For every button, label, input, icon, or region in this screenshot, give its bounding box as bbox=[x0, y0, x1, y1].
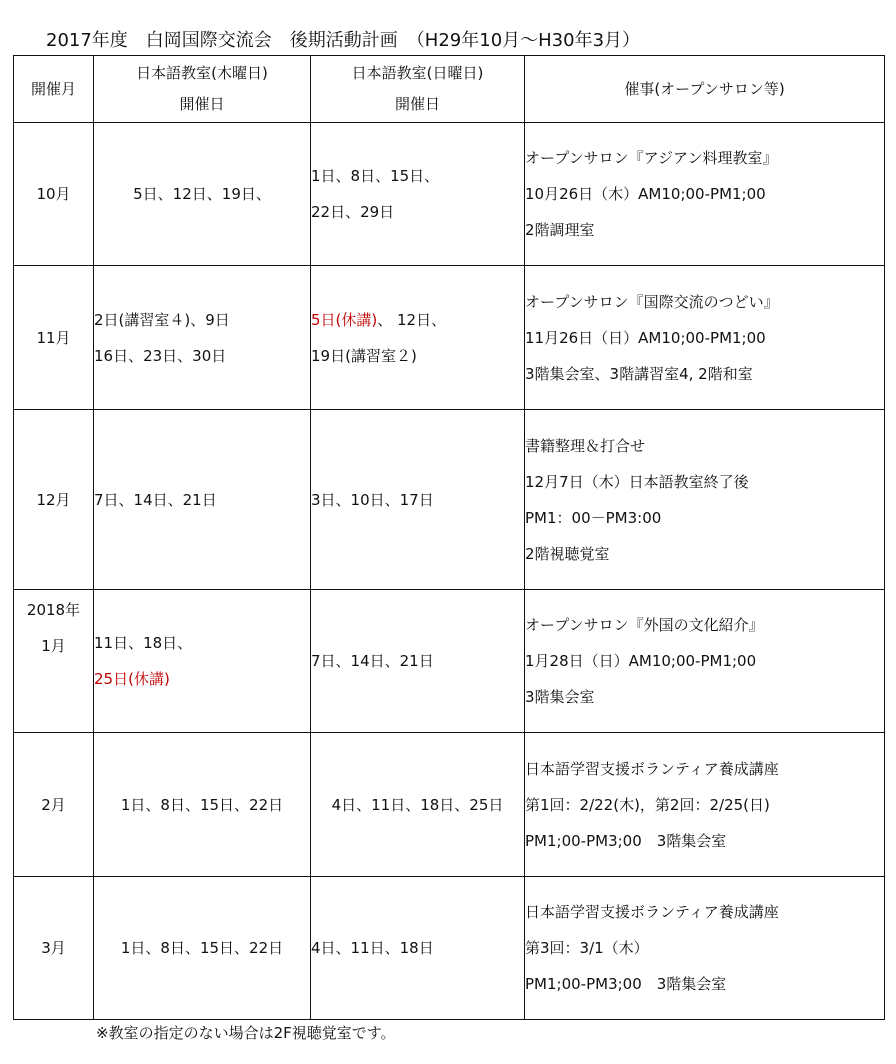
table-row bbox=[14, 410, 885, 590]
month-cell: 12月 bbox=[14, 410, 94, 590]
thursday-dates-cell: 5日、12日、19日、 bbox=[94, 123, 311, 266]
cancelled-date: 5日(休講) bbox=[311, 310, 378, 329]
event-cell: オープンサロン『外国の文化紹介』 1月28日（日）AM10;00-PM1;00 3階集会室 bbox=[525, 590, 885, 733]
document-title: 2017年度 白岡国際交流会 後期活動計画 （H29年10月～H30年3月） bbox=[46, 30, 641, 51]
event-cell: 書籍整理＆打合せ 12月7日（木）日本語教室終了後 PM1：00－PM3:00 2階視聴覚室 bbox=[525, 410, 885, 590]
month-cell: 10月 bbox=[14, 123, 94, 266]
table-row bbox=[14, 266, 885, 410]
event-cell: オープンサロン『アジアン料理教室』 10月26日（木）AM10;00-PM1;00 2階調理室 bbox=[525, 123, 885, 266]
month-cell: 11月 bbox=[14, 266, 94, 410]
table-row bbox=[14, 733, 885, 877]
table-row bbox=[14, 877, 885, 1020]
month-cell: 2018年 1月 bbox=[14, 590, 94, 733]
thursday-dates-cell: 2日(講習室４)、9日 16日、23日、30日 bbox=[94, 266, 311, 410]
header-row bbox=[14, 56, 885, 123]
sunday-dates-cell: 7日、14日、21日 bbox=[311, 590, 525, 733]
event-cell: 日本語学習支援ボランティア養成講座 第3回：3/1（木） PM1;00-PM3;00 3階集会室 bbox=[525, 877, 885, 1020]
sunday-dates-cell: 3日、10日、17日 bbox=[311, 410, 525, 590]
table-row bbox=[14, 590, 885, 733]
sunday-dates-cell: 4日、11日、18日、25日 bbox=[311, 733, 525, 877]
event-cell: 日本語学習支援ボランティア養成講座 第1回：2/22(木)，第2回：2/25(日) PM1;00-PM3;00 3階集会室 bbox=[525, 733, 885, 877]
cancelled-date: 25日(休講) bbox=[94, 670, 170, 688]
header-month: 開催月 bbox=[14, 56, 94, 123]
thursday-dates-cell: 11日、18日、 25日(休講) bbox=[94, 590, 311, 733]
table-row bbox=[14, 123, 885, 266]
thursday-dates-cell: 7日、14日、21日 bbox=[94, 410, 311, 590]
month-cell: 3月 bbox=[14, 877, 94, 1020]
thursday-dates-cell: 1日、8日、15日、22日 bbox=[94, 733, 311, 877]
header-sunday: 日本語教室(日曜日) 開催日 bbox=[311, 56, 525, 123]
thursday-dates-cell: 1日、8日、15日、22日 bbox=[94, 877, 311, 1020]
schedule-table bbox=[13, 55, 885, 1020]
header-event: 催事(オープンサロン等) bbox=[525, 56, 885, 123]
header-thursday: 日本語教室(木曜日) 開催日 bbox=[94, 56, 311, 123]
sunday-dates-cell: 4日、11日、18日 bbox=[311, 877, 525, 1020]
event-cell: オープンサロン『国際交流のつどい』 11月26日（日）AM10;00-PM1;00 3階集会室、3階講習室4, 2階和室 bbox=[525, 266, 885, 410]
footnote: ※教室の指定のない場合は2F視聴覚室です。 bbox=[96, 1024, 396, 1042]
sunday-dates-cell: 1日、8日、15日、 22日、29日 bbox=[311, 123, 525, 266]
sunday-dates-cell: 5日(休講)、 12日、 19日(講習室２) bbox=[311, 266, 525, 410]
month-cell: 2月 bbox=[14, 733, 94, 877]
